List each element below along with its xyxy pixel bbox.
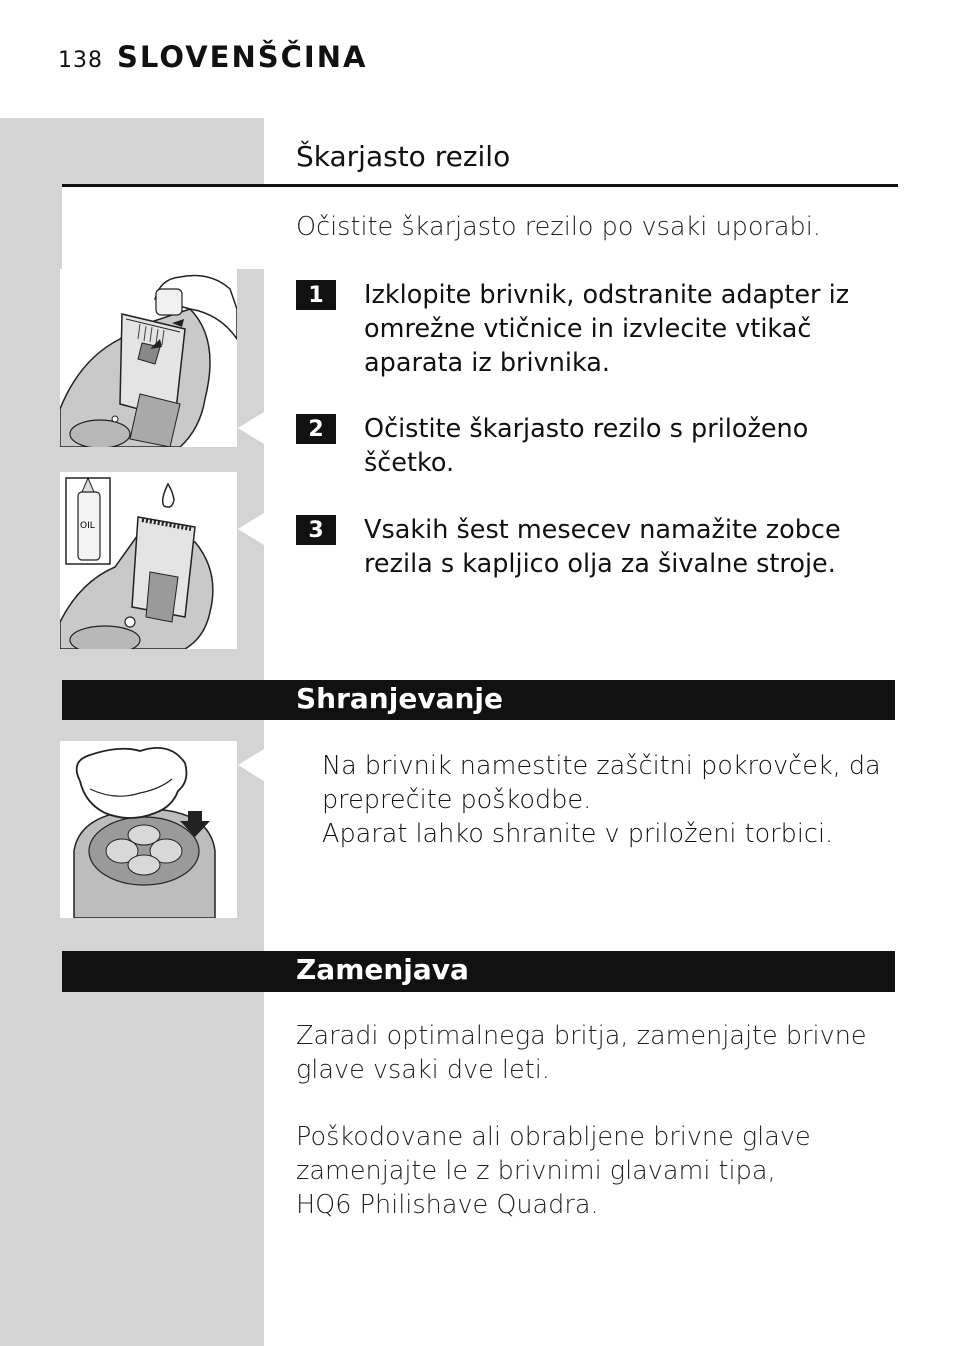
document-language: SLOVENŠČINA [117,40,368,74]
step-2 [296,412,894,480]
section-rule [62,184,898,187]
step-text: Izklopite brivnik, odstranite adapter iz omrežne vtičnice in izvlecite vtikač aparata iz brivnika. [364,280,850,378]
section-title-storage: Shranjevanje [296,682,503,715]
step-number: 1 [296,280,336,310]
step-text: Očistite škarjasto rezilo s priloženo ščetko. [364,414,809,478]
section-header-replacement [62,951,895,991]
section-title-replacement: Zamenjava [296,953,469,986]
illustration-protection-cap [60,741,237,918]
page-header [58,40,367,74]
storage-text [322,749,892,851]
step-number: 3 [296,515,336,545]
storage-line-1: Na brivnik namestite zaščitni pokrovček, da preprečite poškodbe. [322,751,881,815]
illustration-oiling [60,472,237,649]
step-number: 2 [296,414,336,444]
step-3 [296,513,894,581]
section-title-scissor-blade: Škarjasto rezilo [296,140,511,173]
step-text: Vsakih šest mesecev namažite zobce rezila s kapljico olja za šivalne stroje. [364,515,841,579]
storage-line-2: Aparat lahko shranite v priloženi torbici. [322,819,834,849]
section1-intro: Očistite škarjasto rezilo po vsaki uporabi. [296,212,821,242]
oil-label: OIL [80,521,95,531]
section-header-storage [62,680,895,720]
replacement-paragraph-1: Zaradi optimalnega britja, zamenjajte brivne glave vsaki dve leti. [296,1021,867,1085]
page-number: 138 [58,48,103,73]
step-1 [296,278,894,380]
illustration-brush-cleaning [60,269,237,447]
replacement-paragraph-2: Poškodovane ali obrabljene brivne glave zamenjajte le z brivnimi glavami tipa, HQ6 Philishave Quadra. [296,1122,811,1220]
